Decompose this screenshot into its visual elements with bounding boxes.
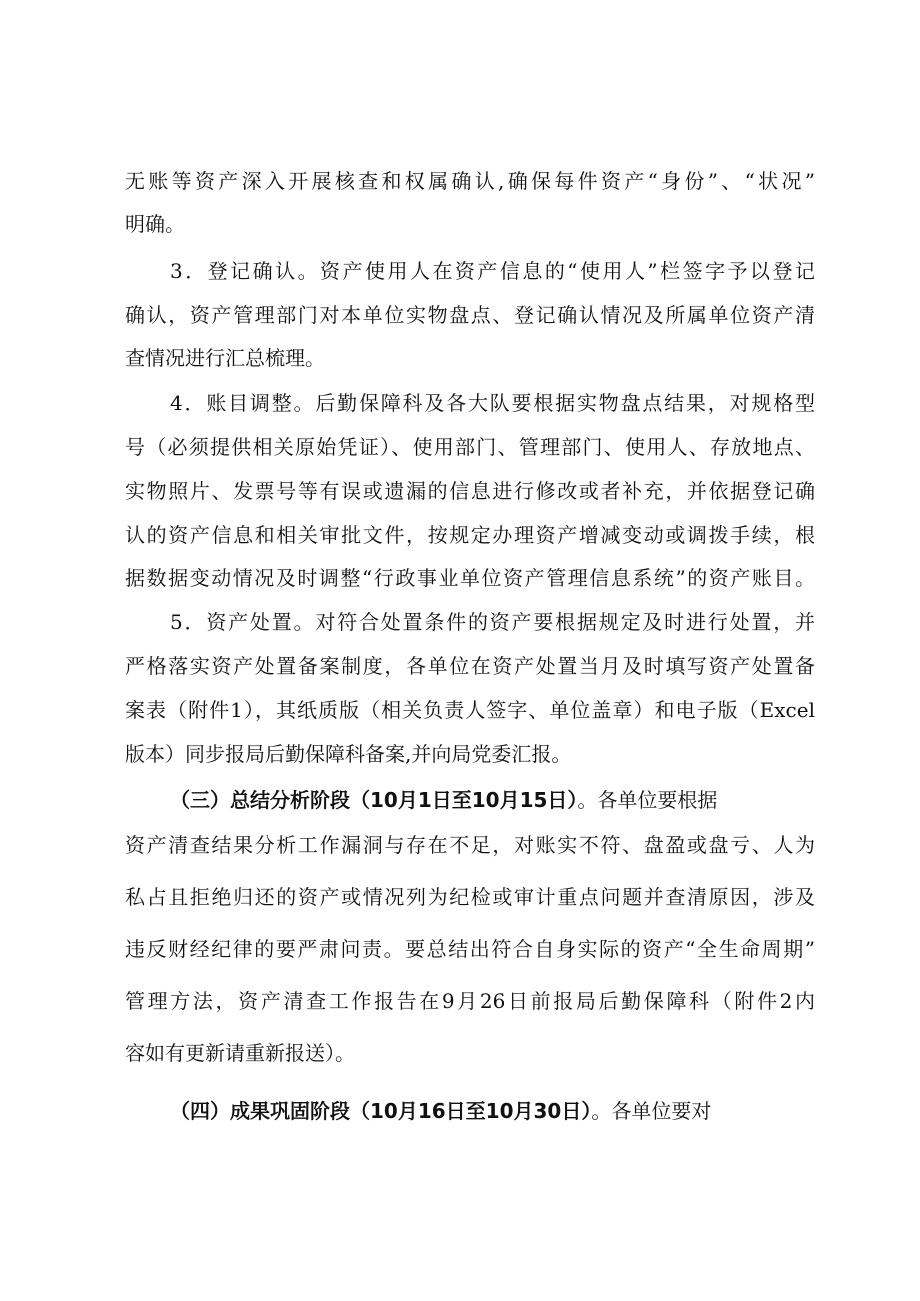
item-4-heading: 4．账目调整。后勤保障科及各大队要根据实物盘点结果，对规格型 bbox=[170, 391, 815, 415]
text-line: 容如有更新请重新报送）。 bbox=[125, 1041, 355, 1065]
section-3-title: （三）总结分析阶段（10月1日至10月15日） bbox=[170, 788, 578, 812]
text-line: 认的资产信息和相关审批文件，按规定办理资产增减变动或调拨手续，根 bbox=[125, 523, 815, 547]
item-3-heading: 3．登记确认。资产使用人在资产信息的“使用人”栏签字予以登记 bbox=[170, 259, 815, 283]
text-line: 严格落实资产处置备案制度，各单位在资产处置当月及时填写资产处置备 bbox=[125, 654, 815, 678]
text-line: 号（必须提供相关原始凭证）、使用部门、管理部门、使用人、存放地点、 bbox=[125, 435, 815, 459]
section-4-title: （四）成果巩固阶段（10月16日至10月30日） bbox=[170, 1099, 592, 1123]
text-line: 资产清查结果分析工作漏洞与存在不足，对账实不符、盘盈或盘亏、人为 bbox=[125, 833, 815, 857]
item-5-heading: 5．资产处置。对符合处置条件的资产要根据规定及时进行处置，并 bbox=[170, 610, 815, 634]
text-line: 无账等资产深入开展核查和权属确认,确保每件资产“身份”、“状况” bbox=[125, 169, 815, 193]
text-line: 案表（附件1），其纸质版（相关负责人签字、单位盖章）和电子版（Excel bbox=[125, 698, 815, 722]
text-line: 确认，资产管理部门对本单位实物盘点、登记确认情况及所属单位资产清 bbox=[125, 303, 815, 327]
text-line: 查情况进行汇总梳理。 bbox=[125, 346, 325, 370]
text-line: 管理方法，资产清查工作报告在9月26日前报局后勤保障科（附件2内 bbox=[125, 989, 815, 1013]
section-4-heading bbox=[170, 1097, 815, 1125]
text-line: 违反财经纪律的要严肃问责。要总结出符合自身实际的资产“全生命周期” bbox=[125, 937, 815, 961]
text-line: 实物照片、发票号等有误或遗漏的信息进行修改或者补充，并依据登记确 bbox=[125, 479, 815, 503]
text-line: 明确。 bbox=[125, 212, 185, 236]
text-line: 版本）同步报局后勤保障科备案,并向局党委汇报。 bbox=[125, 742, 572, 766]
text-line: 据数据变动情况及时调整“行政事业单位资产管理信息系统”的资产账目。 bbox=[125, 566, 815, 590]
text-line: 私占且拒绝归还的资产或情况列为纪检或审计重点问题并查清原因，涉及 bbox=[125, 885, 815, 909]
section-3-heading bbox=[170, 786, 815, 814]
section-4-lead: 。各单位要对 bbox=[591, 1099, 712, 1123]
section-3-lead: 。各单位要根据 bbox=[577, 788, 718, 812]
